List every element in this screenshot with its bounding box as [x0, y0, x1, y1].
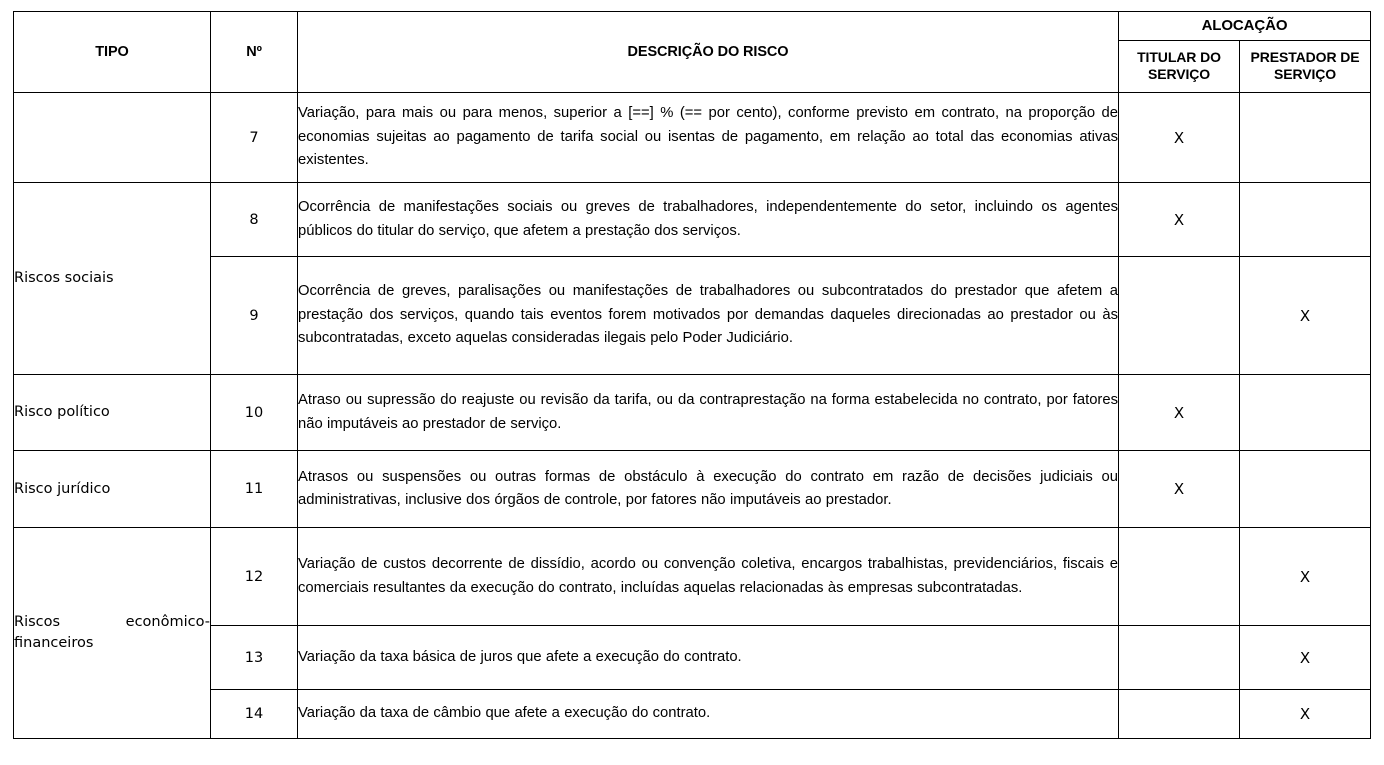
alloc-titular	[1119, 626, 1240, 690]
alloc-titular	[1119, 257, 1240, 375]
table-row	[14, 93, 1371, 183]
tipo-group-risco-juridico	[14, 451, 211, 528]
alloc-prestador: X	[1240, 257, 1371, 375]
header-numero: Nº	[211, 12, 298, 93]
table-row	[14, 690, 1371, 739]
alloc-prestador	[1240, 451, 1371, 528]
table-row	[14, 528, 1371, 626]
table-header	[14, 12, 1371, 93]
row-description: Ocorrência de manifestações sociais ou greves de trabalhadores, independentemente do setor, incluindo os agentes públicos do titular do serviço, que afetem a prestação dos serviços.	[298, 183, 1119, 257]
header-prestador-de-servico: PRESTADOR DE SERVIÇO	[1240, 40, 1371, 92]
tipo-label: Riscos sociais	[14, 270, 114, 287]
header-alocacao: ALOCAÇÃO	[1119, 12, 1371, 41]
tipo-group-riscos-sociais	[14, 183, 211, 375]
row-description: Atraso ou supressão do reajuste ou revisão da tarifa, ou da contraprestação na forma estabelecida no contrato, por fatores não imputáveis ao prestador de serviço.	[298, 375, 1119, 451]
alloc-titular: X	[1119, 451, 1240, 528]
alloc-titular: X	[1119, 93, 1240, 183]
row-number: 13	[211, 626, 298, 690]
row-description: Variação da taxa básica de juros que afete a execução do contrato.	[298, 626, 1119, 690]
table-row	[14, 183, 1371, 257]
tipo-group-risco-politico	[14, 375, 211, 451]
table-row	[14, 451, 1371, 528]
tipo-label: Risco jurídico	[14, 480, 111, 497]
table-row	[14, 375, 1371, 451]
row-number: 8	[211, 183, 298, 257]
row-description: Variação de custos decorrente de dissídio, acordo ou convenção coletiva, encargos trabalhistas, previdenciários, fiscais e comerciais resultantes da execução do contrato, incluídas aquelas relacionadas às empresas subcontratadas.	[298, 528, 1119, 626]
tipo-group-continuation	[14, 93, 211, 183]
alloc-titular: X	[1119, 375, 1240, 451]
row-description: Ocorrência de greves, paralisações ou manifestações de trabalhadores ou subcontratados do prestador que afetem a prestação dos serviços, quando tais eventos forem motivados por demandas daqueles direcionadas ao prestador ou às subcontratadas, exceto aquelas consideradas ilegais pelo Poder Judiciário.	[298, 257, 1119, 375]
table-row	[14, 626, 1371, 690]
tipo-group-riscos-economico-financeiros	[14, 528, 211, 739]
row-description: Variação, para mais ou para menos, superior a [==] % (== por cento), conforme previsto em contrato, na proporção de economias sujeitas ao pagamento de tarifa social ou isentas de pagamento, em relação ao total das economias ativas existentes.	[298, 93, 1119, 183]
alloc-prestador	[1240, 93, 1371, 183]
header-titular-do-servico: TITULAR DO SERVIÇO	[1119, 40, 1240, 92]
row-description: Variação da taxa de câmbio que afete a execução do contrato.	[298, 690, 1119, 739]
alloc-prestador: X	[1240, 690, 1371, 739]
alloc-titular	[1119, 690, 1240, 739]
alloc-prestador: X	[1240, 528, 1371, 626]
row-number: 10	[211, 375, 298, 451]
header-tipo: TIPO	[14, 12, 211, 93]
row-number: 12	[211, 528, 298, 626]
alloc-prestador	[1240, 183, 1371, 257]
risk-allocation-table	[13, 11, 1371, 739]
table-body	[14, 93, 1371, 739]
row-number: 9	[211, 257, 298, 375]
alloc-prestador: X	[1240, 626, 1371, 690]
alloc-prestador	[1240, 375, 1371, 451]
header-descricao: DESCRIÇÃO DO RISCO	[298, 12, 1119, 93]
tipo-label: Riscos econômico-financeiros	[14, 614, 210, 651]
row-description: Atrasos ou suspensões ou outras formas de obstáculo à execução do contrato em razão de decisões judiciais ou administrativas, inclusive dos órgãos de controle, por fatores não imputáveis ao prestador.	[298, 451, 1119, 528]
alloc-titular	[1119, 528, 1240, 626]
alloc-titular: X	[1119, 183, 1240, 257]
row-number: 14	[211, 690, 298, 739]
row-number: 11	[211, 451, 298, 528]
table-row	[14, 257, 1371, 375]
tipo-label: Risco político	[14, 404, 110, 421]
row-number: 7	[211, 93, 298, 183]
header-row-primary	[14, 12, 1371, 41]
